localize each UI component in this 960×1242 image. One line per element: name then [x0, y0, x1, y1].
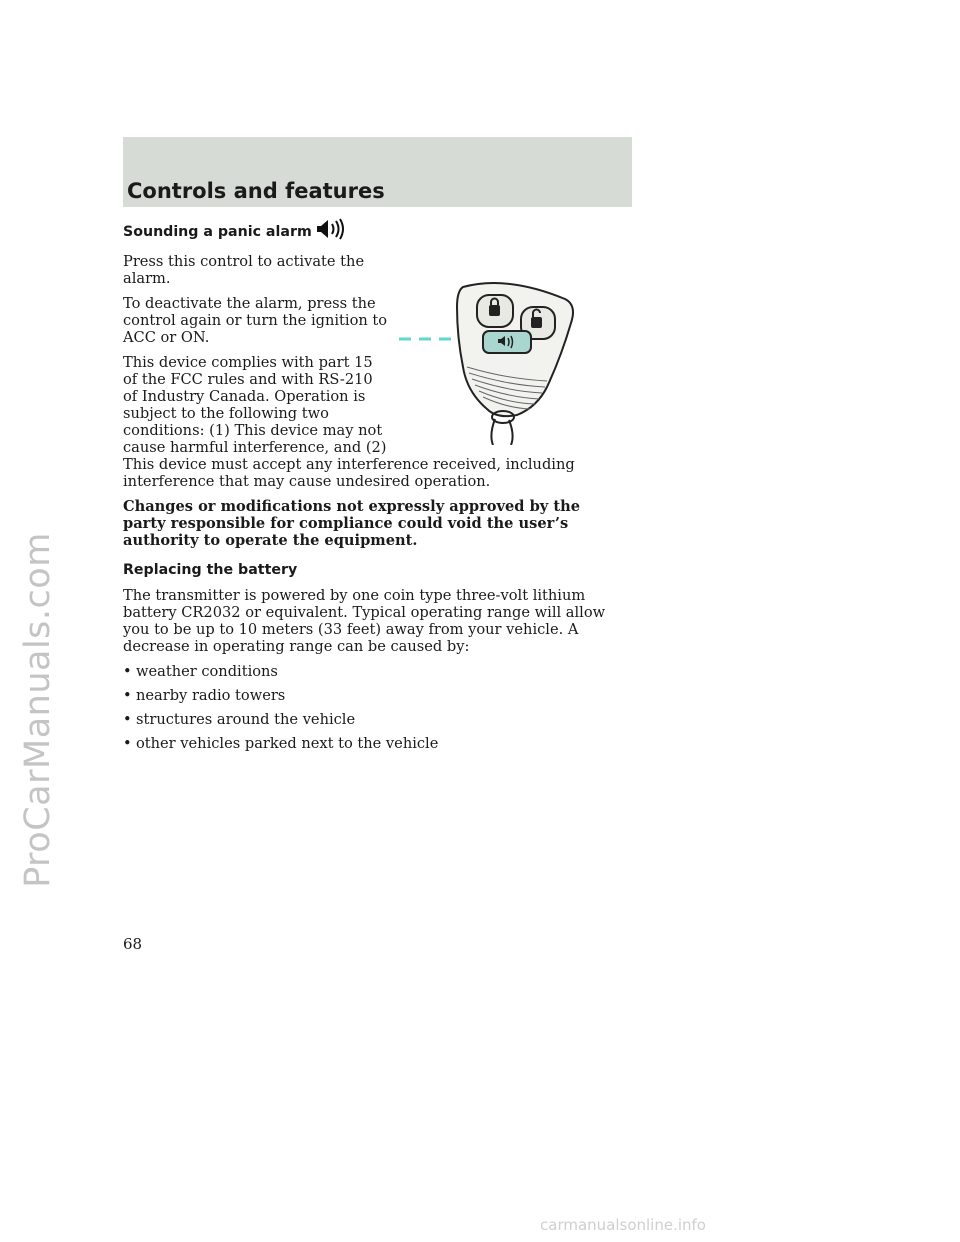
- page-content: [123, 218, 623, 759]
- range-factors-list: [123, 663, 623, 752]
- section-title: Controls and features: [127, 179, 385, 203]
- panic-para-3: This device complies with part 15 of the FCC rules and with RS-210 of Industry Canada. Operation is subject to the following two conditions: (1) This device may not cause harmful interference, and (2) This device must accept any interference received, including interference that may cause undesired operation.: [123, 354, 575, 490]
- list-item: • nearby radio towers: [123, 687, 623, 704]
- panic-para-2: To deactivate the alarm, press the control again or turn the ignition to ACC or ON.: [123, 295, 388, 346]
- panic-alarm-heading-text: Sounding a panic alarm: [123, 224, 312, 240]
- horn-icon: [315, 218, 345, 245]
- list-item: • weather conditions: [123, 663, 623, 680]
- panic-para-1: Press this control to activate the alarm.: [123, 253, 365, 287]
- battery-heading: Replacing the battery: [123, 562, 298, 578]
- list-item: • structures around the vehicle: [123, 711, 623, 728]
- panic-para-4: Changes or modifications not expressly approved by the party responsible for compliance could void the user’s authority to operate the equipment.: [123, 498, 580, 549]
- battery-para-1: The transmitter is powered by one coin type three-volt lithium battery CR2032 or equivalent. Typical operating range will allow you to be up to 10 meters (33 feet) away from your vehicle. A decrease in operating range can be caused by:: [123, 587, 606, 655]
- panic-button-icon: [483, 331, 531, 353]
- lock-button-icon: [477, 295, 513, 327]
- bottom-watermark: carmanualsonline.info: [540, 1216, 706, 1234]
- side-watermark: [8, 300, 68, 1120]
- section-header: [123, 137, 632, 207]
- side-watermark-text: ProCarManuals.com: [18, 532, 59, 888]
- panic-alarm-heading: [123, 218, 623, 245]
- list-item: • other vehicles parked next to the vehicle: [123, 735, 623, 752]
- keyfob-illustration: [397, 267, 637, 445]
- page-number: 68: [123, 935, 143, 953]
